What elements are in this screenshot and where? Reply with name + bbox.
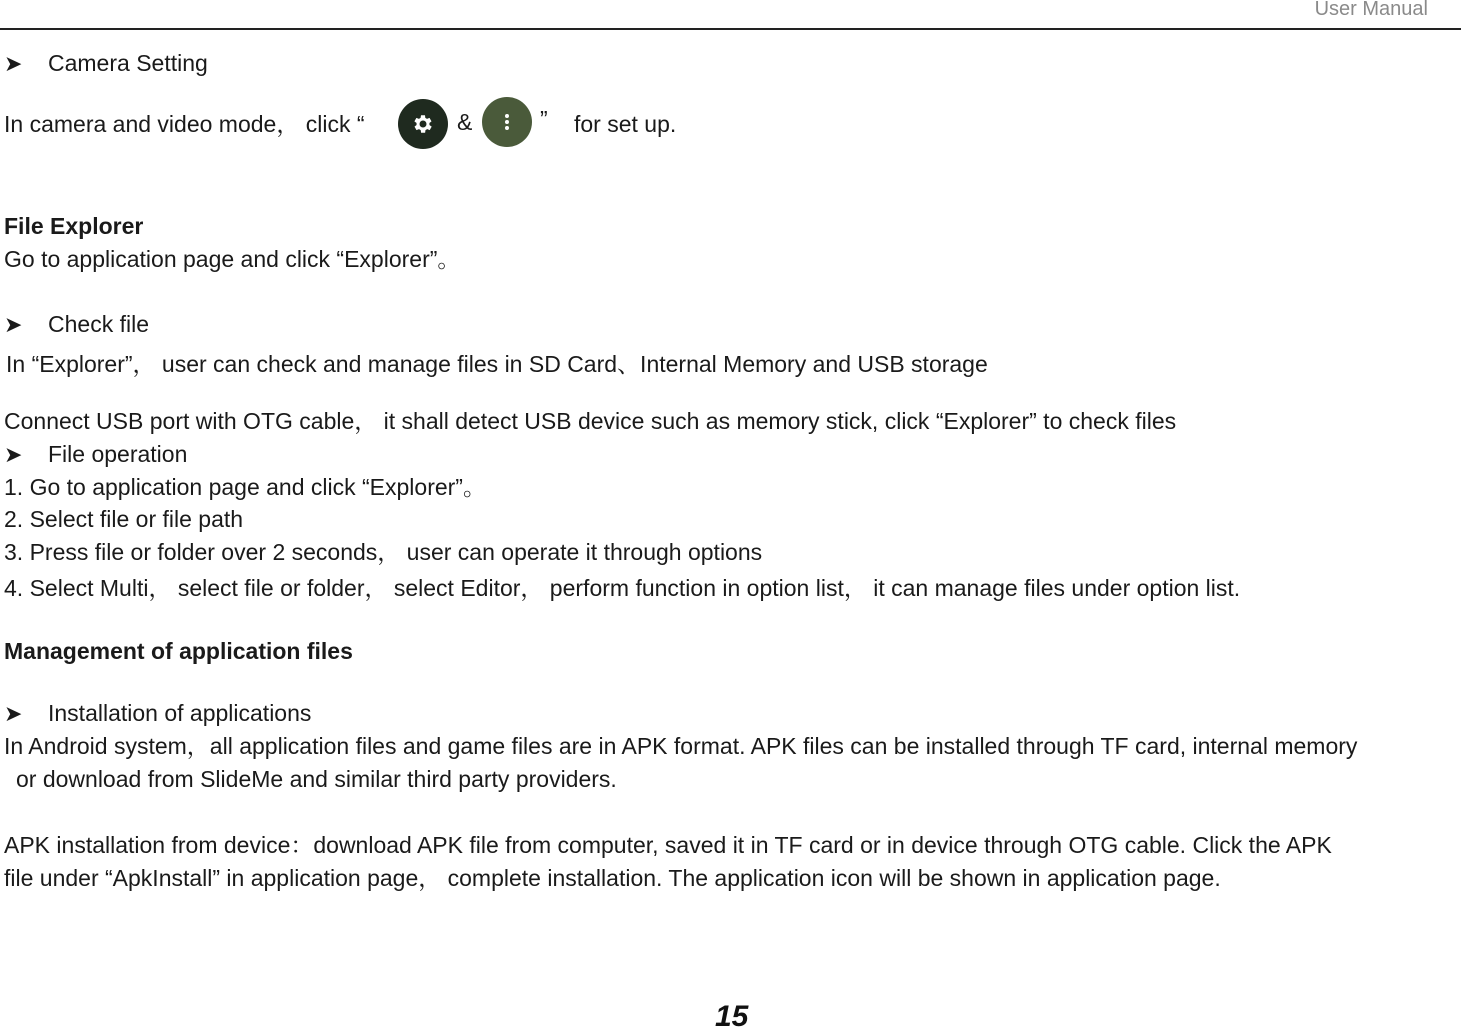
bullet-arrow-icon: ➤ [4,312,23,337]
more-vertical-icon[interactable] [482,97,532,147]
file-operation-step-4: 4. Select Multi， select file or folder， select Editor， perform function in option list， it can manage files under option list. [4,575,1241,601]
camera-instruction-text [4,113,365,136]
header-divider [0,28,1461,30]
bullet-title: File operation [48,441,188,467]
close-quote: ” [540,106,548,132]
camera-text-before: In camera and video mode， click “ [4,111,365,137]
ampersand: & [457,109,473,135]
file-operation-step-3: 3. Press file or folder over 2 seconds， user can operate it through options [4,539,763,565]
check-file-text-1: In “Explorer”， user can check and manage files in SD Card、Internal Memory and USB storage [6,351,988,377]
file-explorer-intro: Go to application page and click “Explorer”。 [4,246,461,272]
heading-file-explorer: File Explorer [4,213,144,239]
installation-text-3: APK installation from device：download APK file from computer, saved it in TF card or in device through OTG cable. Click the APK [4,832,1332,858]
file-operation-step-2: 2. Select file or file path [4,506,244,532]
bullet-check-file [4,313,149,336]
bullet-title: Installation of applications [48,700,312,726]
header-title: User Manual [1314,0,1428,20]
bullet-title: Check file [48,311,149,337]
gear-icon[interactable] [398,99,448,149]
bullet-installation [4,702,311,725]
bullet-arrow-icon: ➤ [4,442,23,467]
page-number: 15 [715,1000,749,1033]
bullet-camera-setting [4,52,208,75]
installation-text-1: In Android system，all application files and game files are in APK format. APK files can be installed through TF card, internal memory [4,733,1358,759]
bullet-arrow-icon: ➤ [4,701,23,726]
file-operation-step-1: 1. Go to application page and click “Explorer”。 [4,474,486,500]
heading-app-files: Management of application files [4,638,353,664]
installation-text-2: or download from SlideMe and similar third party providers. [16,766,617,792]
camera-text-after: for set up. [574,111,677,137]
installation-text-4: file under “ApkInstall” in application page， complete installation. The application icon will be shown in application page. [4,865,1221,891]
check-file-text-2: Connect USB port with OTG cable， it shall detect USB device such as memory stick, click “Explorer” to check files [4,408,1177,434]
bullet-arrow-icon: ➤ [4,51,23,76]
bullet-title: Camera Setting [48,50,208,76]
bullet-file-operation [4,443,187,466]
